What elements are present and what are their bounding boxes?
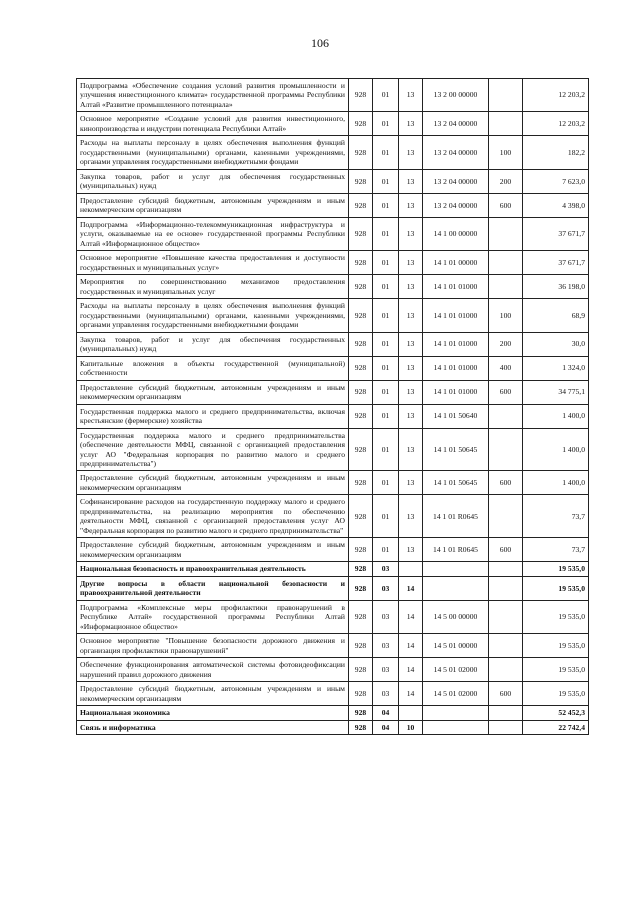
target-article-code: 14 1 01 00000 — [423, 251, 489, 275]
row-description: Обеспечение функционирования автоматической системы фотовидеофиксации нарушений правил дорожного движения — [77, 658, 349, 682]
table-row — [77, 356, 589, 380]
grbs-code: 928 — [349, 356, 373, 380]
subsection-code: 14 — [399, 658, 423, 682]
section-code: 01 — [373, 79, 399, 112]
section-code: 03 — [373, 634, 399, 658]
expense-type-code: 600 — [489, 682, 523, 706]
target-article-code: 14 5 01 02000 — [423, 658, 489, 682]
expense-type-code: 600 — [489, 471, 523, 495]
subsection-code: 13 — [399, 538, 423, 562]
section-code: 01 — [373, 193, 399, 217]
section-code: 03 — [373, 658, 399, 682]
grbs-code: 928 — [349, 720, 373, 734]
amount: 36 198,0 — [523, 275, 589, 299]
target-article-code: 14 1 01 01000 — [423, 332, 489, 356]
grbs-code: 928 — [349, 658, 373, 682]
section-code: 01 — [373, 332, 399, 356]
expense-type-code — [489, 658, 523, 682]
subsection-code: 13 — [399, 332, 423, 356]
section-code: 03 — [373, 562, 399, 576]
grbs-code: 928 — [349, 112, 373, 136]
target-article-code: 14 1 01 01000 — [423, 299, 489, 332]
amount: 73,7 — [523, 495, 589, 538]
table-row — [77, 79, 589, 112]
row-description: Предоставление субсидий бюджетным, автономным учреждениям и иным некоммерческим организациям — [77, 538, 349, 562]
subsection-code — [399, 562, 423, 576]
grbs-code: 928 — [349, 169, 373, 193]
subsection-code: 13 — [399, 495, 423, 538]
target-article-code: 13 2 04 00000 — [423, 136, 489, 169]
budget-table — [76, 78, 589, 735]
subsection-code: 13 — [399, 112, 423, 136]
section-code: 01 — [373, 136, 399, 169]
expense-type-code: 600 — [489, 380, 523, 404]
subsection-code: 13 — [399, 404, 423, 428]
row-description: Национальная безопасность и правоохранительная деятельность — [77, 562, 349, 576]
row-description: Подпрограмма «Информационно-телекоммуникационная инфраструктура и услуги, оказываемые на ее основе» государственной программы Республики Алтай «Информационное общество» — [77, 217, 349, 250]
amount: 37 671,7 — [523, 251, 589, 275]
table-row — [77, 495, 589, 538]
expense-type-code — [489, 112, 523, 136]
table-row — [77, 428, 589, 471]
table-row — [77, 275, 589, 299]
expense-type-code: 600 — [489, 193, 523, 217]
grbs-code: 928 — [349, 299, 373, 332]
subsection-code: 13 — [399, 193, 423, 217]
amount: 52 452,3 — [523, 706, 589, 720]
expense-type-code — [489, 404, 523, 428]
section-code: 01 — [373, 169, 399, 193]
expense-type-code — [489, 634, 523, 658]
target-article-code: 14 5 01 00000 — [423, 634, 489, 658]
expense-type-code: 100 — [489, 299, 523, 332]
section-code: 01 — [373, 380, 399, 404]
expense-type-code — [489, 576, 523, 600]
section-code: 01 — [373, 471, 399, 495]
target-article-code: 14 1 00 00000 — [423, 217, 489, 250]
row-description: Предоставление субсидий бюджетным, автономным учреждениям и иным некоммерческим организациям — [77, 193, 349, 217]
amount: 182,2 — [523, 136, 589, 169]
amount: 73,7 — [523, 538, 589, 562]
row-description: Государственная поддержка малого и среднего предпринимательства, включая крестьянские (фермерские) хозяйства — [77, 404, 349, 428]
subsection-code: 13 — [399, 79, 423, 112]
subsection-code: 13 — [399, 217, 423, 250]
subsection-code: 13 — [399, 169, 423, 193]
amount: 12 203,2 — [523, 79, 589, 112]
table-row — [77, 112, 589, 136]
subsection-code: 13 — [399, 356, 423, 380]
row-description: Предоставление субсидий бюджетным, автономным учреждениям и иным некоммерческим организациям — [77, 682, 349, 706]
amount: 30,0 — [523, 332, 589, 356]
table-row — [77, 562, 589, 576]
amount: 1 324,0 — [523, 356, 589, 380]
expense-type-code: 400 — [489, 356, 523, 380]
subsection-code: 14 — [399, 634, 423, 658]
expense-type-code — [489, 275, 523, 299]
target-article-code: 14 5 00 00000 — [423, 600, 489, 633]
row-description: Предоставление субсидий бюджетным, автономным учреждениям и иным некоммерческим организациям — [77, 380, 349, 404]
row-description: Основное мероприятие «Повышение качества предоставления и доступности государственных и муниципальных услуг» — [77, 251, 349, 275]
expense-type-code — [489, 217, 523, 250]
amount: 34 775,1 — [523, 380, 589, 404]
subsection-code: 13 — [399, 428, 423, 471]
table-row — [77, 251, 589, 275]
section-code: 01 — [373, 495, 399, 538]
row-description: Другие вопросы в области национальной безопасности и правоохранительной деятельности — [77, 576, 349, 600]
grbs-code: 928 — [349, 538, 373, 562]
expense-type-code: 200 — [489, 169, 523, 193]
row-description: Основное мероприятие "Повышение безопасности дорожного движения и организация профилактики правонарушений" — [77, 634, 349, 658]
amount: 22 742,4 — [523, 720, 589, 734]
expense-type-code — [489, 720, 523, 734]
amount: 1 400,0 — [523, 428, 589, 471]
expense-type-code: 200 — [489, 332, 523, 356]
subsection-code: 13 — [399, 299, 423, 332]
expense-type-code — [489, 428, 523, 471]
target-article-code: 14 1 01 R0645 — [423, 495, 489, 538]
amount: 7 623,0 — [523, 169, 589, 193]
row-description: Мероприятия по совершенствованию механизмов предоставления государственных и муниципальных услуг — [77, 275, 349, 299]
amount: 12 203,2 — [523, 112, 589, 136]
section-code: 03 — [373, 600, 399, 633]
row-description: Капитальные вложения в объекты государственной (муниципальной) собственности — [77, 356, 349, 380]
row-description: Закупка товаров, работ и услуг для обеспечения государственных (муниципальных) нужд — [77, 169, 349, 193]
section-code: 01 — [373, 538, 399, 562]
grbs-code: 928 — [349, 682, 373, 706]
row-description: Расходы на выплаты персоналу в целях обеспечения выполнения функций государственными (муниципальными) органами, казенными учреждениями, органами управления государственными внебюджетными фондами — [77, 136, 349, 169]
amount: 19 535,0 — [523, 634, 589, 658]
subsection-code — [399, 706, 423, 720]
amount: 1 400,0 — [523, 404, 589, 428]
expense-type-code — [489, 600, 523, 633]
subsection-code: 13 — [399, 136, 423, 169]
grbs-code: 928 — [349, 634, 373, 658]
amount: 37 671,7 — [523, 217, 589, 250]
section-code: 01 — [373, 356, 399, 380]
subsection-code: 13 — [399, 380, 423, 404]
section-code: 01 — [373, 404, 399, 428]
table-row — [77, 471, 589, 495]
amount: 19 535,0 — [523, 576, 589, 600]
grbs-code: 928 — [349, 495, 373, 538]
target-article-code — [423, 706, 489, 720]
table-row — [77, 538, 589, 562]
grbs-code: 928 — [349, 380, 373, 404]
section-code: 01 — [373, 299, 399, 332]
section-code: 04 — [373, 706, 399, 720]
table-row — [77, 332, 589, 356]
table-row — [77, 600, 589, 633]
row-description: Национальная экономика — [77, 706, 349, 720]
target-article-code — [423, 720, 489, 734]
target-article-code: 13 2 04 00000 — [423, 169, 489, 193]
target-article-code — [423, 562, 489, 576]
amount: 19 535,0 — [523, 562, 589, 576]
table-row — [77, 658, 589, 682]
table-row — [77, 634, 589, 658]
grbs-code: 928 — [349, 332, 373, 356]
amount: 68,9 — [523, 299, 589, 332]
table-row — [77, 380, 589, 404]
target-article-code: 13 2 04 00000 — [423, 193, 489, 217]
section-code: 01 — [373, 251, 399, 275]
amount: 19 535,0 — [523, 600, 589, 633]
page-number: 106 — [311, 36, 329, 50]
row-description: Связь и информатика — [77, 720, 349, 734]
section-code: 04 — [373, 720, 399, 734]
table-row — [77, 193, 589, 217]
table-row — [77, 706, 589, 720]
subsection-code: 13 — [399, 251, 423, 275]
table-row — [77, 217, 589, 250]
subsection-code: 10 — [399, 720, 423, 734]
grbs-code: 928 — [349, 217, 373, 250]
grbs-code: 928 — [349, 428, 373, 471]
target-article-code: 14 1 01 50640 — [423, 404, 489, 428]
grbs-code: 928 — [349, 275, 373, 299]
row-description: Подпрограмма «Комплексные меры профилактики правонарушений в Республике Алтай» государственной программы Республики Алтай «Информационное общество» — [77, 600, 349, 633]
section-code: 01 — [373, 217, 399, 250]
row-description: Предоставление субсидий бюджетным, автономным учреждениям и иным некоммерческим организациям — [77, 471, 349, 495]
row-description: Закупка товаров, работ и услуг для обеспечения государственных (муниципальных) нужд — [77, 332, 349, 356]
grbs-code: 928 — [349, 576, 373, 600]
amount: 4 398,0 — [523, 193, 589, 217]
grbs-code: 928 — [349, 562, 373, 576]
row-description: Основное мероприятие «Создание условий для развития инвестиционного, кинопроизводства и индустрии потенциала Республики Алтай» — [77, 112, 349, 136]
target-article-code: 14 1 01 01000 — [423, 356, 489, 380]
table-row — [77, 682, 589, 706]
grbs-code: 928 — [349, 193, 373, 217]
grbs-code: 928 — [349, 600, 373, 633]
expense-type-code: 100 — [489, 136, 523, 169]
subsection-code: 13 — [399, 471, 423, 495]
table-row — [77, 404, 589, 428]
table-row — [77, 299, 589, 332]
section-code: 03 — [373, 682, 399, 706]
grbs-code: 928 — [349, 471, 373, 495]
target-article-code: 14 1 01 50645 — [423, 471, 489, 495]
subsection-code: 14 — [399, 600, 423, 633]
target-article-code: 14 1 01 R0645 — [423, 538, 489, 562]
table-row — [77, 720, 589, 734]
amount: 19 535,0 — [523, 682, 589, 706]
expense-type-code — [489, 562, 523, 576]
amount: 1 400,0 — [523, 471, 589, 495]
grbs-code: 928 — [349, 404, 373, 428]
row-description: Софинансирование расходов на государственную поддержку малого и среднего предпринимательства, на реализацию мероприятия по обеспечению деятельности МФЦ, связанной с организацией предоставления услуг АО "Федеральная корпорация по развитию малого и среднего предпринимательства" — [77, 495, 349, 538]
table-row — [77, 169, 589, 193]
amount: 19 535,0 — [523, 658, 589, 682]
row-description: Подпрограмма «Обеспечение создания условий развития промышленности и улучшения инвестиционного климата» государственной программы Республики Алтай «Развитие промышленного потенциала» — [77, 79, 349, 112]
section-code: 01 — [373, 275, 399, 299]
target-article-code: 14 1 01 01000 — [423, 380, 489, 404]
target-article-code: 13 2 00 00000 — [423, 79, 489, 112]
expense-type-code — [489, 79, 523, 112]
section-code: 01 — [373, 112, 399, 136]
budget-rows — [77, 79, 589, 735]
target-article-code: 14 1 01 50645 — [423, 428, 489, 471]
subsection-code: 13 — [399, 275, 423, 299]
grbs-code: 928 — [349, 251, 373, 275]
expense-type-code: 600 — [489, 538, 523, 562]
target-article-code — [423, 576, 489, 600]
target-article-code: 14 1 01 01000 — [423, 275, 489, 299]
subsection-code: 14 — [399, 576, 423, 600]
grbs-code: 928 — [349, 706, 373, 720]
target-article-code: 13 2 04 00000 — [423, 112, 489, 136]
target-article-code: 14 5 01 02000 — [423, 682, 489, 706]
expense-type-code — [489, 706, 523, 720]
subsection-code: 14 — [399, 682, 423, 706]
table-row — [77, 576, 589, 600]
row-description: Расходы на выплаты персоналу в целях обеспечения выполнения функций государственными (муниципальными) органами, казенными учреждениями, органами управления государственными внебюджетными фондами — [77, 299, 349, 332]
expense-type-code — [489, 495, 523, 538]
grbs-code: 928 — [349, 79, 373, 112]
expense-type-code — [489, 251, 523, 275]
section-code: 03 — [373, 576, 399, 600]
grbs-code: 928 — [349, 136, 373, 169]
row-description: Государственная поддержка малого и среднего предпринимательства (обеспечение деятельности МФЦ, связанной с организацией предоставления услуг АО "Федеральная корпорация по развитию малого и среднего предпринимательства") — [77, 428, 349, 471]
section-code: 01 — [373, 428, 399, 471]
table-row — [77, 136, 589, 169]
